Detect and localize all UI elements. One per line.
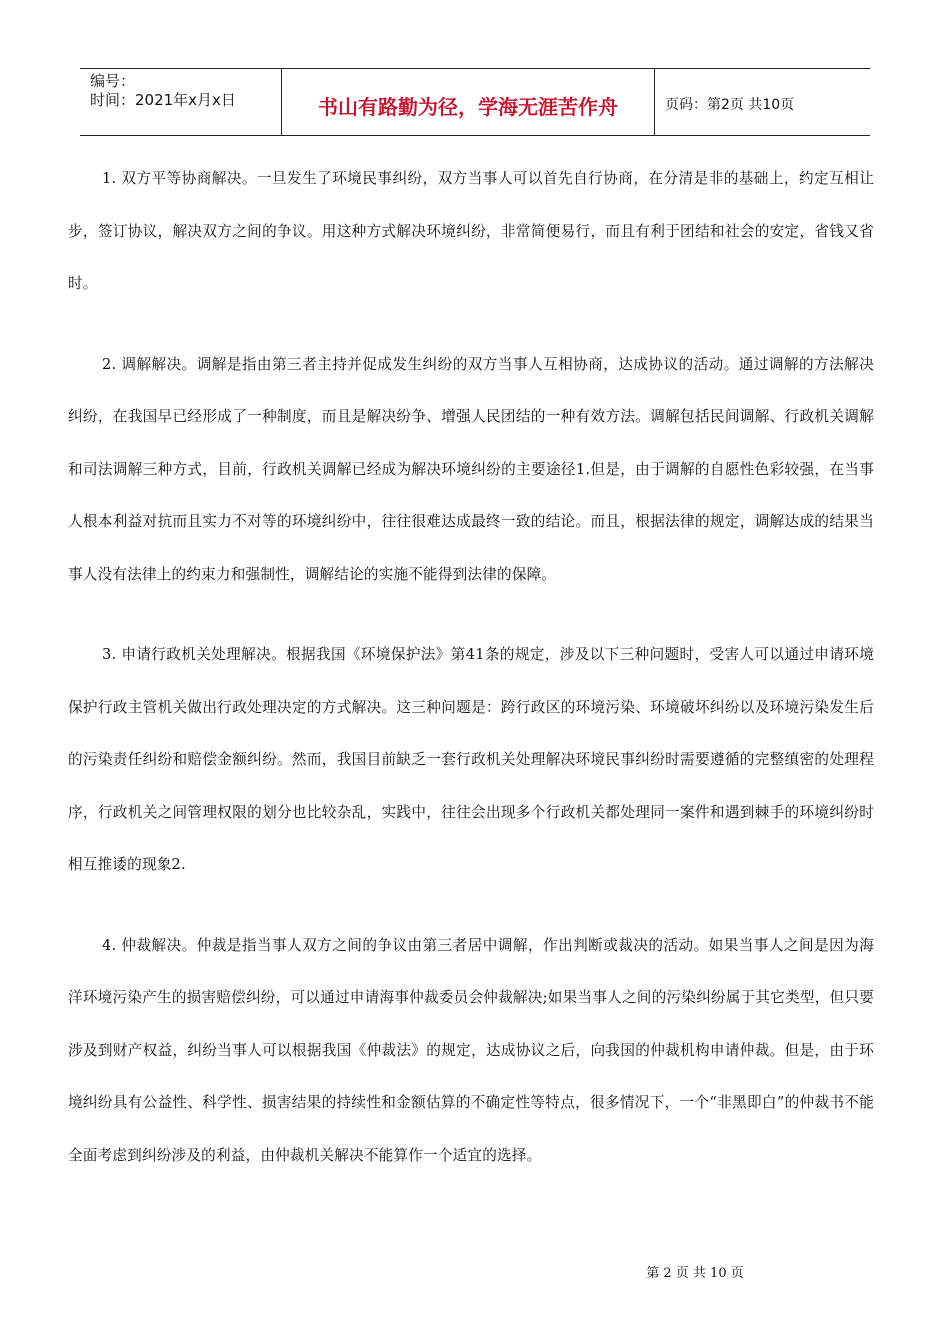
document-header — [80, 68, 870, 136]
page-footer: 第 2 页 共 10 页 — [646, 1266, 744, 1281]
paragraph-4: 4. 仲裁解决。仲裁是指当事人双方之间的争议由第三者居中调解，作出判断或裁决的活动。如果当事人之间是因为海洋环境污染产生的损害赔偿纠纷，可以通过申请海事仲裁委员会仲裁解决;如果当事人之间的污染纠纷属于其它类型，但只要涉及到财产权益，纠纷当事人可以根据我国《仲裁法》的规定，达成协议之后，向我国的仲裁机构申请仲裁。但是，由于环境纠纷具有公益性、科学性、损害结果的持续性和金额估算的不确定性等特点，很多情况下，一个“非黑即白”的仲裁书不能全面考虑到纠纷涉及的利益，由仲裁机关解决不能算作一个适宜的选择。 — [68, 936, 874, 1164]
header-meta — [80, 69, 282, 135]
date-label: 时间：2021年x月x日 — [90, 91, 236, 109]
header-motto: 书山有路勤为径，学海无涯苦作舟 — [282, 69, 655, 135]
number-label: 编号： — [90, 72, 136, 90]
header-page-info: 页码：第2页 共10页 — [665, 97, 795, 113]
paragraph-3: 3. 申请行政机关处理解决。根据我国《环境保护法》第41条的规定，涉及以下三种问题时，受害人可以通过申请环境保护行政主管机关做出行政处理决定的方式解决。这三种问题是：跨行政区的环境污染、环境破坏纠纷以及环境污染发生后的污染责任纠纷和赔偿金额纠纷。然而，我国目前缺乏一套行政机关处理解决环境民事纠纷时需要遵循的完整缜密的处理程序，行政机关之间管理权限的划分也比较杂乱，实践中，往往会出现多个行政机关都处理同一案件和遇到棘手的环境纠纷时相互推诿的现象2. — [68, 646, 874, 873]
paragraph-2: 2. 调解解决。调解是指由第三者主持并促成发生纠纷的双方当事人互相协商，达成协议的活动。通过调解的方法解决纠纷，在我国早已经形成了一种制度，而且是解决纷争、增强人民团结的一种有效方法。调解包括民间调解、行政机关调解和司法调解三种方式，目前，行政机关调解已经成为解决环境纠纷的主要途径1.但是，由于调解的自愿性色彩较强，在当事人根本利益对抗而且实力不对等的环境纠纷中，往往很难达成最终一致的结论。而且，根据法律的规定，调解达成的结果当事人没有法律上的约束力和强制性，调解结论的实施不能得到法律的保障。 — [68, 355, 874, 583]
document-body — [68, 153, 874, 1210]
paragraph-1: 1. 双方平等协商解决。一旦发生了环境民事纠纷，双方当事人可以首先自行协商，在分清是非的基础上，约定互相让步，签订协议，解决双方之间的争议。用这种方式解决环境纠纷，非常简便易行，而且有利于团结和社会的安定，省钱又省时。 — [68, 170, 874, 292]
